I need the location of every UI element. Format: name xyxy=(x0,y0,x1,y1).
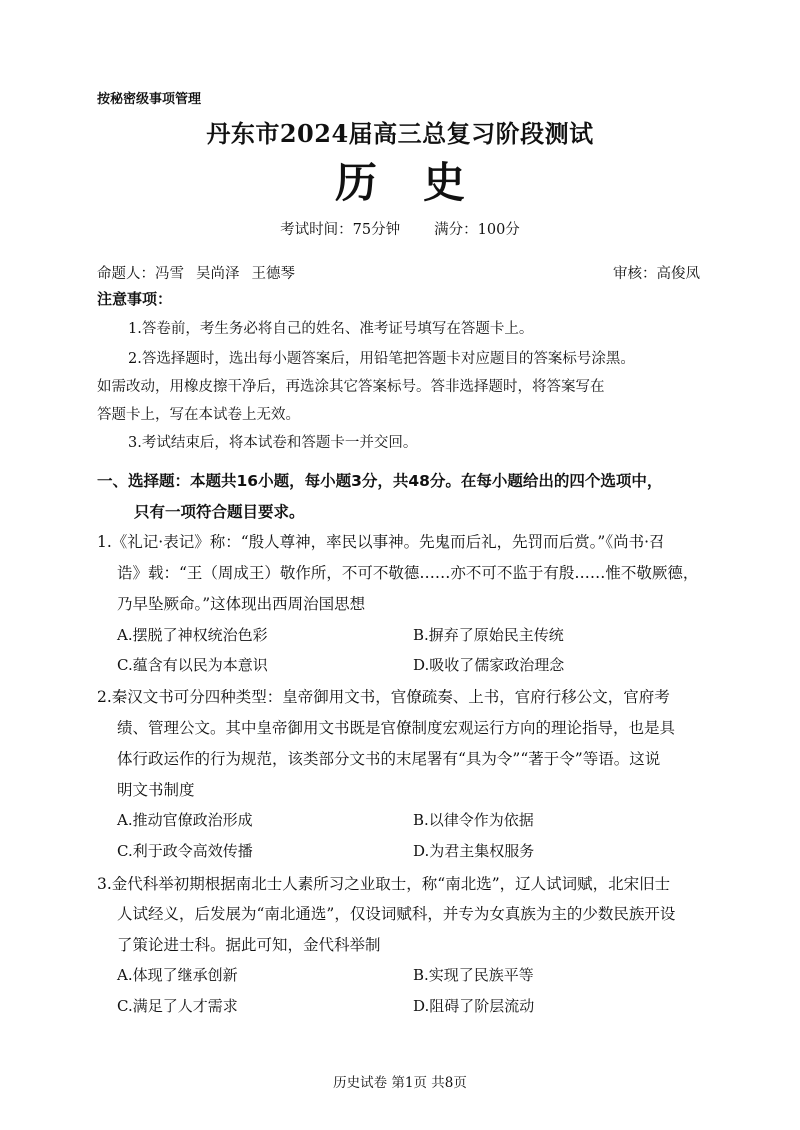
question-3-option-d: D.阻碍了阶层流动 xyxy=(413,997,535,1015)
question-2-option-a: A.推动官僚政治形成 xyxy=(117,811,253,829)
notice-title: 注意事项： xyxy=(97,290,173,308)
page-footer: 历史试卷 第1页 共8页 xyxy=(333,1075,467,1091)
secret-level-label: 按秘密级事项管理 xyxy=(97,92,202,107)
notice-item-2-line-2: 如需改动，用橡皮擦干净后，再选涂其它答案标号。答非选择题时，将答案写在 xyxy=(97,379,605,395)
notice-item-2-line-3: 答题卡上，写在本试卷上无效。 xyxy=(97,407,300,423)
question-1-line-3: 乃早坠厥命。”这体现出西周治国思想 xyxy=(117,595,366,613)
question-3-option-b: B.实现了民族平等 xyxy=(413,966,534,984)
question-1-line-1: 1.《礼记·表记》称：“殷人尊神，率民以事神。先鬼而后礼，先罚而后赏。”《尚书·召 xyxy=(97,533,665,551)
question-1-line-2: 诰》载：“王（周成王）敬作所，不可不敬德……亦不可不监于有殷……惟不敬厥德， xyxy=(117,564,699,582)
subject-text: 历史 xyxy=(334,158,511,207)
question-1-option-d: D.吸收了儒家政治理念 xyxy=(413,656,565,674)
subject-title xyxy=(0,150,800,210)
section-heading-cont: 只有一项符合题目要求。 xyxy=(134,503,305,521)
notice-item-2-line-1: 2.答选择题时，选出每小题答案后，用铅笔把答题卡对应题目的答案标号涂黑。 xyxy=(128,351,635,367)
notice-item-3: 3.考试结束后，将本试卷和答题卡一并交回。 xyxy=(128,435,418,451)
question-3-option-a: A.体现了继承创新 xyxy=(117,966,238,984)
author-name-3: 王德琴 xyxy=(251,266,295,282)
question-1-option-a: A.摆脱了神权统治色彩 xyxy=(117,626,268,644)
exam-score: 满分：100分 xyxy=(434,222,520,238)
authors-line xyxy=(97,262,295,283)
question-1-option-b: B.摒弃了原始民主传统 xyxy=(413,626,564,644)
question-2-option-d: D.为君主集权服务 xyxy=(413,842,535,860)
question-3-line-2: 人试经义，后发展为“南北通选”，仅设词赋科，并专为女真族为主的少数民族开设 xyxy=(117,905,676,923)
question-2-line-2: 绩、管理公文。其中皇帝御用文书既是官僚制度宏观运行方向的理论指导，也是具 xyxy=(117,719,676,737)
exam-info xyxy=(0,218,800,239)
author-label: 命题人：冯雪 xyxy=(97,266,184,282)
exam-title: 丹东市2024届高三总复习阶段测试 xyxy=(206,119,594,148)
question-2-line-1: 2.秦汉文书可分四种类型：皇帝御用文书，官僚疏奏、上书，官府行移公文，官府考 xyxy=(97,688,670,706)
reviewer: 审核：高俊凤 xyxy=(613,266,700,282)
question-2-option-c: C.利于政令高效传播 xyxy=(117,842,253,860)
question-2-line-4: 明文书制度 xyxy=(117,781,195,799)
exam-time: 考试时间：75分钟 xyxy=(280,222,401,238)
notice-item-1: 1.答卷前，考生务必将自己的姓名、准考证号填写在答题卡上。 xyxy=(128,321,534,337)
question-2-option-b: B.以律令作为依据 xyxy=(413,811,534,829)
question-1-option-c: C.蕴含有以民为本意识 xyxy=(117,656,268,674)
question-3-line-3: 了策论进士科。据此可知，金代科举制 xyxy=(117,936,381,954)
author-name-2: 吴尚泽 xyxy=(196,266,240,282)
question-2-line-3: 体行政运作的行为规范，该类部分文书的末尾署有“具为令”“著于令”等语。这说 xyxy=(117,750,661,768)
question-3-option-c: C.满足了人才需求 xyxy=(117,997,238,1015)
question-3-line-1: 3.金代科举初期根据南北士人素所习之业取士，称“南北选”，辽人试词赋，北宋旧士 xyxy=(97,875,671,893)
section-heading: 一、选择题：本题共16小题，每小题3分，共48分。在每小题给出的四个选项中， xyxy=(97,472,663,490)
